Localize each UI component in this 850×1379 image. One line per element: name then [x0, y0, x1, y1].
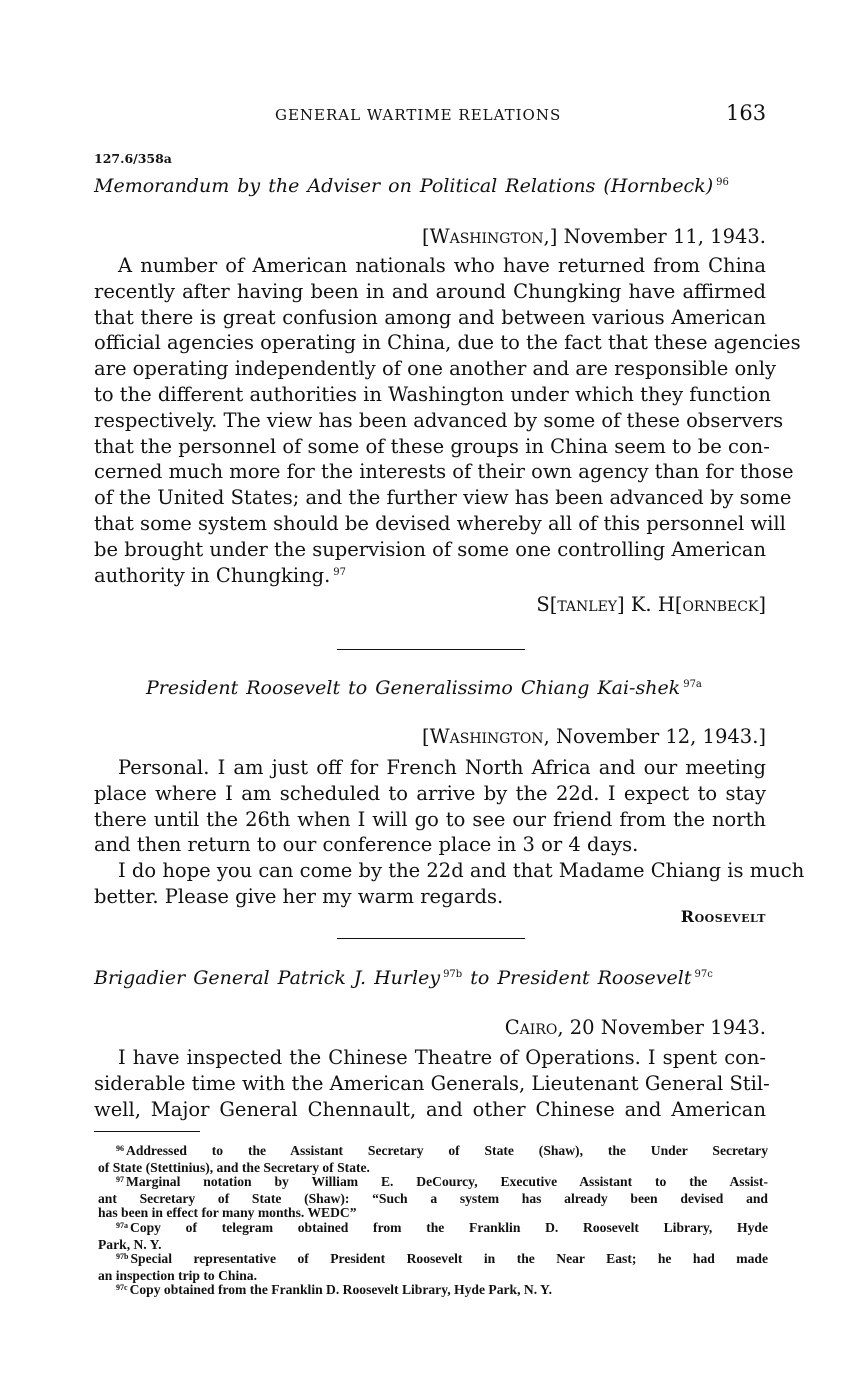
- page-number: 163: [726, 101, 767, 125]
- footnote-97b: $^{97b}$ Special representative of President Roosevelt in the Near East; he had made: [116, 1251, 768, 1267]
- body-line: that some system should be devised whereby all of this personnel will: [94, 511, 786, 535]
- body-line: and then return to our conference place in 3 or 4 days.: [94, 833, 639, 857]
- separator-rule: [337, 649, 525, 650]
- doc3-body: [94, 1045, 770, 1122]
- body-line: of the United States; and the further view has been advanced by some: [94, 486, 792, 510]
- doc2-date: , November 12, 1943.]: [543, 725, 766, 748]
- doc1-title: Memorandum by the Adviser on Political Relations (Hornbeck) $^{96}$: [94, 175, 729, 197]
- doc1-body-note: 97: [333, 566, 347, 578]
- body-line: that the personnel of some of these groups in China seem to be con-: [94, 434, 770, 458]
- footnotes: $^{96}$ Addressed to the Assistant Secretary of State (Shaw), the Under Secretary of State (Stettinius), and the Secretary of State. $^{97}$ Marginal notation by William E. DeCourcy, Executive Assistant to the Assist- ant Secretary of State (Shaw): “Such a system has already been devised and has been in effect for many months. WEDC” $^{97a}$ Copy of telegram obtained from the Franklin D. Roosevelt Library, Hyde Park, N. Y. $^{97b}$ Special representative of President Roosevelt in the Near East; he had made an inspection trip to China. $^{97c}$ Copy obtained from the Franklin D. Roosevelt Library, Hyde Park, N. Y.: [98, 1144, 768, 1300]
- body-line: are operating independently of one another and are responsible only: [94, 357, 777, 381]
- doc1-place: Washington: [429, 225, 544, 248]
- doc2-dateline: [Washington, November 12, 1943.]: [421, 725, 766, 748]
- doc3-title: Brigadier General Patrick J. Hurley $^{97b}$ to President Roosevelt $^{97c}$: [94, 967, 713, 989]
- footnote-97: $^{97}$ Marginal notation by William E. DeCourcy, Executive Assistant to the Assist-: [116, 1174, 768, 1190]
- body-line: I do hope you can come by the 22d and that Madame Chiang is much: [118, 859, 805, 883]
- doc3-place: Cairo: [504, 1016, 558, 1039]
- doc2-signature: Roosevelt: [680, 907, 766, 926]
- doc2-title-note: 97a: [683, 679, 702, 690]
- body-line: there until the 26th when I will go to see our friend from the north: [94, 807, 766, 831]
- footnote-96: $^{96}$ Addressed to the Assistant Secretary of State (Shaw), the Under Secretary: [116, 1143, 768, 1158]
- body-line: official agencies operating in China, due to the fact that these agencies: [94, 331, 801, 355]
- doc3-dateline: [505, 1016, 766, 1039]
- footnote-rule: [94, 1131, 200, 1132]
- doc3-date: , 20 November 1943.: [557, 1016, 766, 1039]
- doc2-title: President Roosevelt to Generalissimo Chiang Kai-shek $^{97a}$: [146, 677, 702, 699]
- doc1-dateline: [Washington,] November 11, 1943.: [421, 225, 766, 248]
- doc2-body: [94, 755, 805, 910]
- body-line: Personal. I am just off for French North Africa and our meeting: [118, 756, 766, 779]
- body-line: I have inspected the Chinese Theatre of Operations. I spent con-: [118, 1046, 766, 1069]
- footnote-97a: $^{97a}$ Copy of telegram obtained from the Franklin D. Roosevelt Library, Hyde: [116, 1219, 768, 1235]
- doc1-date: November 11, 1943.: [563, 225, 766, 248]
- body-line: place where I am scheduled to arrive by the 22d. I expect to stay: [94, 781, 766, 805]
- body-line: that there is great confusion among and between various American: [94, 305, 766, 329]
- file-number: 127.6/358a: [94, 151, 172, 166]
- body-line: better. Please give her my warm regards.: [94, 884, 504, 908]
- body-line: respectively. The view has been advanced by some of these observers: [94, 408, 784, 432]
- doc3-title-note-b: 97c: [694, 969, 713, 980]
- footnote-97c: $^{97c}$ Copy obtained from the Franklin D. Roosevelt Library, Hyde Park, N. Y.: [116, 1282, 552, 1298]
- doc1-signature: S[tanley] K. H[ornbeck]: [536, 593, 766, 616]
- doc1-title-note: 96: [716, 177, 729, 188]
- doc1-body: [94, 253, 801, 592]
- doc2-place: Washington: [429, 725, 544, 748]
- body-line: be brought under the supervision of some one controlling American: [94, 537, 767, 561]
- running-header: GENERAL WARTIME RELATIONS: [275, 106, 562, 124]
- body-line: to the different authorities in Washington under which they function: [94, 382, 771, 406]
- body-line: A number of American nationals who have returned from China: [118, 254, 766, 277]
- body-line-last: authority in Chungking. $^{97}$: [94, 563, 347, 587]
- doc3-title-note-a: 97b: [443, 969, 463, 980]
- body-line: well, Major General Chennault, and other Chinese and American: [94, 1097, 766, 1121]
- body-line: recently after having been in and around Chungking have affirmed: [94, 279, 766, 303]
- body-line: cerned much more for the interests of their own agency than for those: [94, 460, 794, 484]
- body-line: siderable time with the American Generals, Lieutenant General Stil-: [94, 1071, 770, 1095]
- separator-rule: [337, 938, 525, 939]
